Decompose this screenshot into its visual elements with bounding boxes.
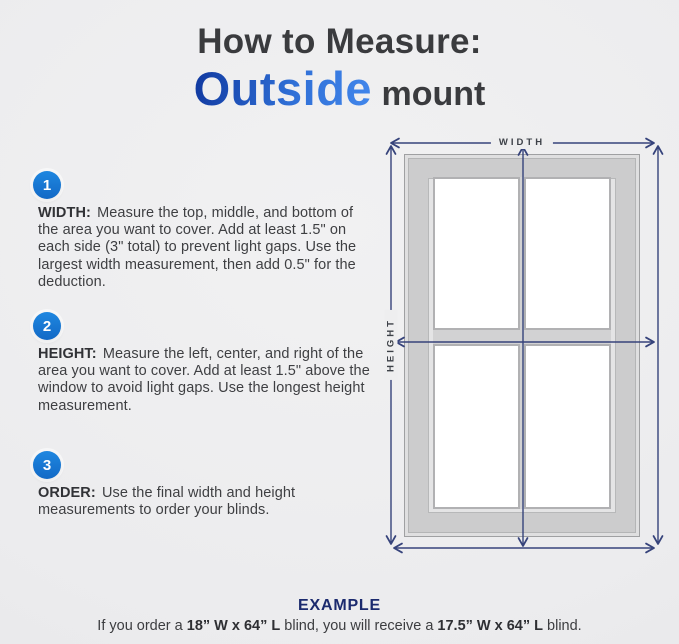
step-2-text [38,346,380,415]
height-dimension-label: HEIGHT [385,310,398,380]
title-line-1: How to Measure: [197,22,482,61]
step-3-label: ORDER: [38,485,96,501]
title-mount-suffix: mount [372,74,486,113]
step-1-body: Measure the top, middle, and bottom of the area you want to cover. Add at least 1.5" on each side (3" total) to prevent light gaps. Use the largest width measurement, then add 0.5" for the deduction. [38,205,357,290]
step-2-body: Measure the left, center, and right of the area you want to cover. Add at least 1.5" above the window to avoid light gaps. Use the longest height measurement. [38,346,370,414]
step-3-text [38,485,372,519]
title-line-2 [0,61,679,115]
step-3-body: Use the final width and height measurements to order your blinds. [38,485,296,519]
example-sentence [0,618,679,634]
step-1-text [38,205,372,291]
title-mount-type: Outside [193,61,373,115]
step-2-label: HEIGHT: [38,346,97,362]
step-2-badge: 2 [33,312,61,340]
step-1-badge: 1 [33,171,61,199]
window-measurement-diagram [375,125,679,565]
example-heading: EXAMPLE [298,597,381,614]
page-title [0,24,679,113]
example-footer [0,597,679,634]
example-prefix: If you order a [97,618,187,634]
measurement-arrows [375,125,679,565]
example-order-size: 18” W x 64” L [186,618,281,634]
step-1-label: WIDTH: [38,205,91,221]
width-dimension-label: WIDTH [491,136,553,149]
example-middle: blind, you will receive a [280,618,438,634]
example-receive-size: 17.5” W x 64” L [437,618,543,634]
step-3-badge: 3 [33,451,61,479]
example-suffix: blind. [543,618,582,634]
